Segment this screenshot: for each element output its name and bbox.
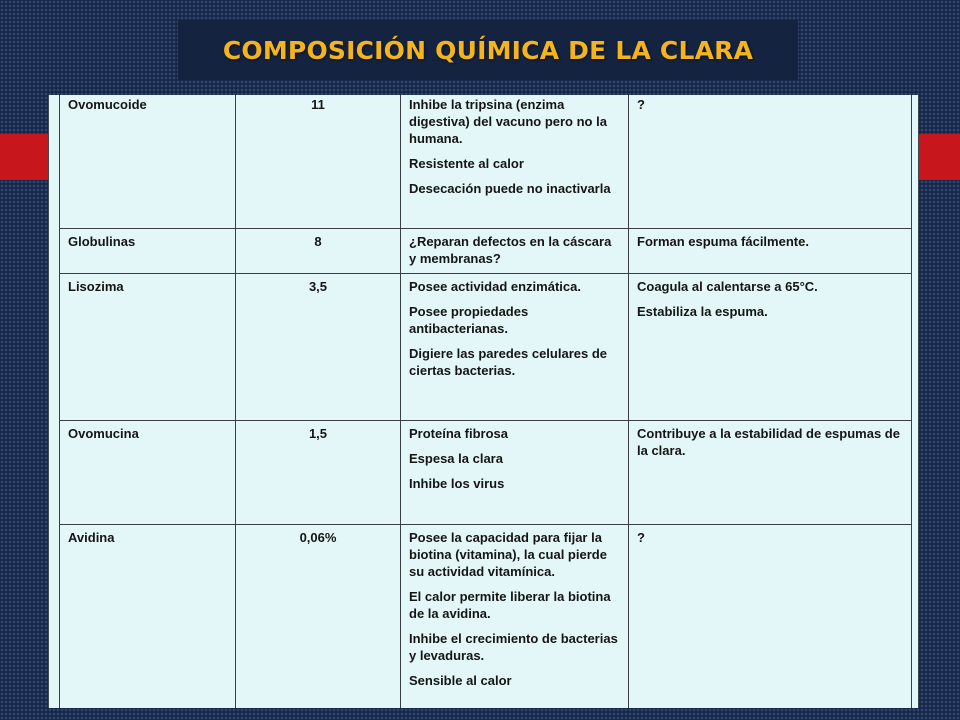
properties-cell (401, 229, 629, 274)
property-text: Digiere las paredes celulares de ciertas bacterias. (409, 346, 607, 378)
protein-name-cell: Avidina (60, 525, 236, 709)
property-text: Desecación puede no inactivarla (409, 181, 611, 196)
properties-cell (401, 421, 629, 525)
protein-name-cell: Lisozima (60, 274, 236, 421)
function-text: ? (637, 97, 645, 112)
property-text: Inhibe el crecimiento de bacterias y levaduras. (409, 631, 618, 663)
table-row (60, 525, 912, 709)
table-row (60, 229, 912, 274)
function-text: Contribuye a la estabilidad de espumas de la clara. (637, 426, 900, 458)
table-image-frame (48, 95, 919, 708)
protein-name-cell: Ovomucoide (60, 95, 236, 229)
function-cell (629, 525, 912, 709)
properties-cell (401, 525, 629, 709)
percent-cell: 1,5 (236, 421, 401, 525)
percent-cell: 11 (236, 95, 401, 229)
slide-title: COMPOSICIÓN QUÍMICA DE LA CLARA (222, 35, 754, 65)
property-text: El calor permite liberar la biotina de la avidina. (409, 589, 611, 621)
table-row (60, 421, 912, 525)
property-text: Inhibe los virus (409, 476, 505, 491)
table-row (60, 274, 912, 421)
percent-cell: 3,5 (236, 274, 401, 421)
percent-cell: 0,06% (236, 525, 401, 709)
red-accent-band-left (0, 134, 48, 180)
title-banner (178, 20, 798, 80)
composition-table (59, 95, 912, 708)
property-text: Resistente al calor (409, 156, 524, 171)
property-text: Inhibe la tripsina (enzima digestiva) del vacuno pero no la humana. (409, 97, 607, 146)
function-cell (629, 274, 912, 421)
function-text: Forman espuma fácilmente. (637, 234, 809, 249)
property-text: Posee la capacidad para fijar la biotina (vitamina), la cual pierde su actividad vitamínica. (409, 530, 607, 579)
protein-name-cell: Ovomucina (60, 421, 236, 525)
properties-cell (401, 274, 629, 421)
property-text: Sensible al calor (409, 673, 512, 688)
table-row (60, 95, 912, 229)
property-text: Proteína fibrosa (409, 426, 508, 441)
function-cell (629, 95, 912, 229)
property-text: Posee propiedades antibacterianas. (409, 304, 529, 336)
percent-cell: 8 (236, 229, 401, 274)
function-cell (629, 229, 912, 274)
property-text: Espesa la clara (409, 451, 503, 466)
property-text: ¿Reparan defectos en la cáscara y membranas? (409, 234, 612, 266)
function-cell (629, 421, 912, 525)
properties-cell (401, 95, 629, 229)
protein-name-cell: Globulinas (60, 229, 236, 274)
table-body (60, 95, 912, 708)
red-accent-band-right (918, 134, 960, 180)
function-text: Coagula al calentarse a 65°C. (637, 279, 818, 294)
property-text: Posee actividad enzimática. (409, 279, 581, 294)
function-text: ? (637, 530, 645, 545)
function-text: Estabiliza la espuma. (637, 304, 768, 319)
